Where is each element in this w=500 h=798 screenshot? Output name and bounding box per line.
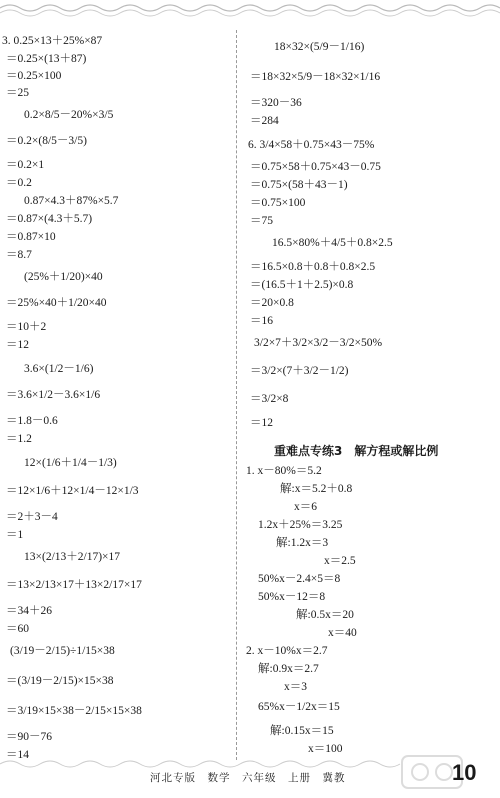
- solution-line: ＝0.87×10: [6, 231, 56, 243]
- footer-text: 河北专版 数学 六年级 上册 冀教: [150, 772, 346, 784]
- solution-line: ＝10＋2: [6, 321, 47, 333]
- solution-line: ＝12×1/6＋12×1/4－12×1/3: [6, 485, 139, 497]
- equation-line: 50%x－12＝8: [258, 591, 326, 603]
- equation-line: 50%x－2.4×5＝8: [258, 573, 341, 585]
- equation-line: x＝40: [328, 627, 357, 639]
- solution-line: ＝12: [6, 339, 29, 351]
- solution-line: ＝14: [6, 749, 29, 761]
- solution-line: ＝0.25×(13＋87): [6, 53, 87, 65]
- equation-line: x＝6: [294, 501, 317, 513]
- solution-line: ＝3/19×15×38－2/15×15×38: [6, 705, 142, 717]
- solution-line: ＝0.87×(4.3＋5.7): [6, 213, 93, 225]
- solution-line: ＝8.7: [6, 249, 32, 261]
- solution-line: ＝2＋3－4: [6, 511, 58, 523]
- solution-line: (25%＋1/20)×40: [24, 271, 103, 283]
- equation-line: x＝3: [284, 681, 307, 693]
- equation-line: 65%x－1/2x＝15: [258, 701, 340, 713]
- solution-line: ＝12: [250, 417, 273, 429]
- solution-line: ＝16.5×0.8＋0.8＋0.8×2.5: [250, 261, 376, 273]
- solution-line: ＝3/2×(7＋3/2－1/2): [250, 365, 349, 377]
- solution-line: 6. 3/4×58＋0.75×43－75%: [248, 139, 375, 151]
- solution-line: ＝18×32×5/9－18×32×1/16: [250, 71, 381, 83]
- solution-line: ＝0.75×100: [250, 197, 306, 209]
- solution-line: ＝0.2×(8/5－3/5): [6, 135, 87, 147]
- equation-line: 2. x－10%x＝2.7: [246, 645, 328, 657]
- solution-line: ＝0.25×100: [6, 70, 62, 82]
- solution-line: ＝3.6×1/2－3.6×1/6: [6, 389, 101, 401]
- solution-line: ＝60: [6, 623, 29, 635]
- equation-line: 1. x－80%＝5.2: [246, 465, 322, 477]
- solution-line: ＝0.75×58＋0.75×43－0.75: [250, 161, 381, 173]
- solution-line: ＝90－76: [6, 731, 52, 743]
- equation-line: 解:1.2x＝3: [276, 537, 329, 549]
- solution-line: 16.5×80%＋4/5＋0.8×2.5: [272, 237, 393, 249]
- solution-line: ＝3/2×8: [250, 393, 289, 405]
- solution-line: 12×(1/6＋1/4－1/3): [24, 457, 117, 469]
- column-divider: [236, 30, 237, 760]
- solution-line: ＝1: [6, 529, 24, 541]
- equation-line: x＝100: [308, 743, 343, 755]
- solution-line: ＝(16.5＋1＋2.5)×0.8: [250, 279, 354, 291]
- solution-line: 3/2×7＋3/2×3/2－3/2×50%: [254, 337, 383, 349]
- solution-line: 13×(2/13＋2/17)×17: [24, 551, 121, 563]
- solution-line: ＝16: [250, 315, 273, 327]
- equation-line: 解:0.5x＝20: [296, 609, 354, 621]
- page-number: 10: [452, 760, 477, 785]
- equation-line: 解:0.9x＝2.7: [258, 663, 319, 675]
- solution-line: ＝0.2×1: [6, 159, 45, 171]
- solution-line: ＝284: [250, 115, 279, 127]
- solution-line: ＝20×0.8: [250, 297, 294, 309]
- solution-line: ＝0.2: [6, 177, 32, 189]
- equation-line: 1.2x＋25%＝3.25: [258, 519, 343, 531]
- solution-line: (3/19－2/15)÷1/15×38: [10, 645, 115, 657]
- solution-line: ＝13×2/13×17＋13×2/17×17: [6, 579, 142, 591]
- top-border-decoration: [0, 0, 500, 22]
- solution-line: ＝25: [6, 87, 29, 99]
- solution-line: ＝320－36: [250, 97, 302, 109]
- solution-line: 3. 0.25×13＋25%×87: [2, 35, 103, 47]
- solution-line: ＝75: [250, 215, 273, 227]
- solution-line: ＝34＋26: [6, 605, 52, 617]
- solution-line: 0.87×4.3＋87%×5.7: [24, 195, 119, 207]
- solution-line: ＝1.2: [6, 433, 32, 445]
- solution-line: ＝25%×40＋1/20×40: [6, 297, 107, 309]
- solution-line: 0.2×8/5－20%×3/5: [24, 109, 114, 121]
- solution-line: 3.6×(1/2－1/6): [24, 363, 94, 375]
- solution-line: ＝0.75×(58＋43－1): [250, 179, 348, 191]
- equation-line: x＝2.5: [324, 555, 356, 567]
- solution-line: ＝(3/19－2/15)×15×38: [6, 675, 114, 687]
- solution-line: ＝1.8－0.6: [6, 415, 58, 427]
- section-title: 重难点专练3 解方程或解比例: [274, 444, 439, 458]
- equation-line: 解:x＝5.2＋0.8: [280, 483, 353, 495]
- solution-line: 18×32×(5/9－1/16): [274, 41, 365, 53]
- equation-line: 解:0.15x＝15: [270, 725, 334, 737]
